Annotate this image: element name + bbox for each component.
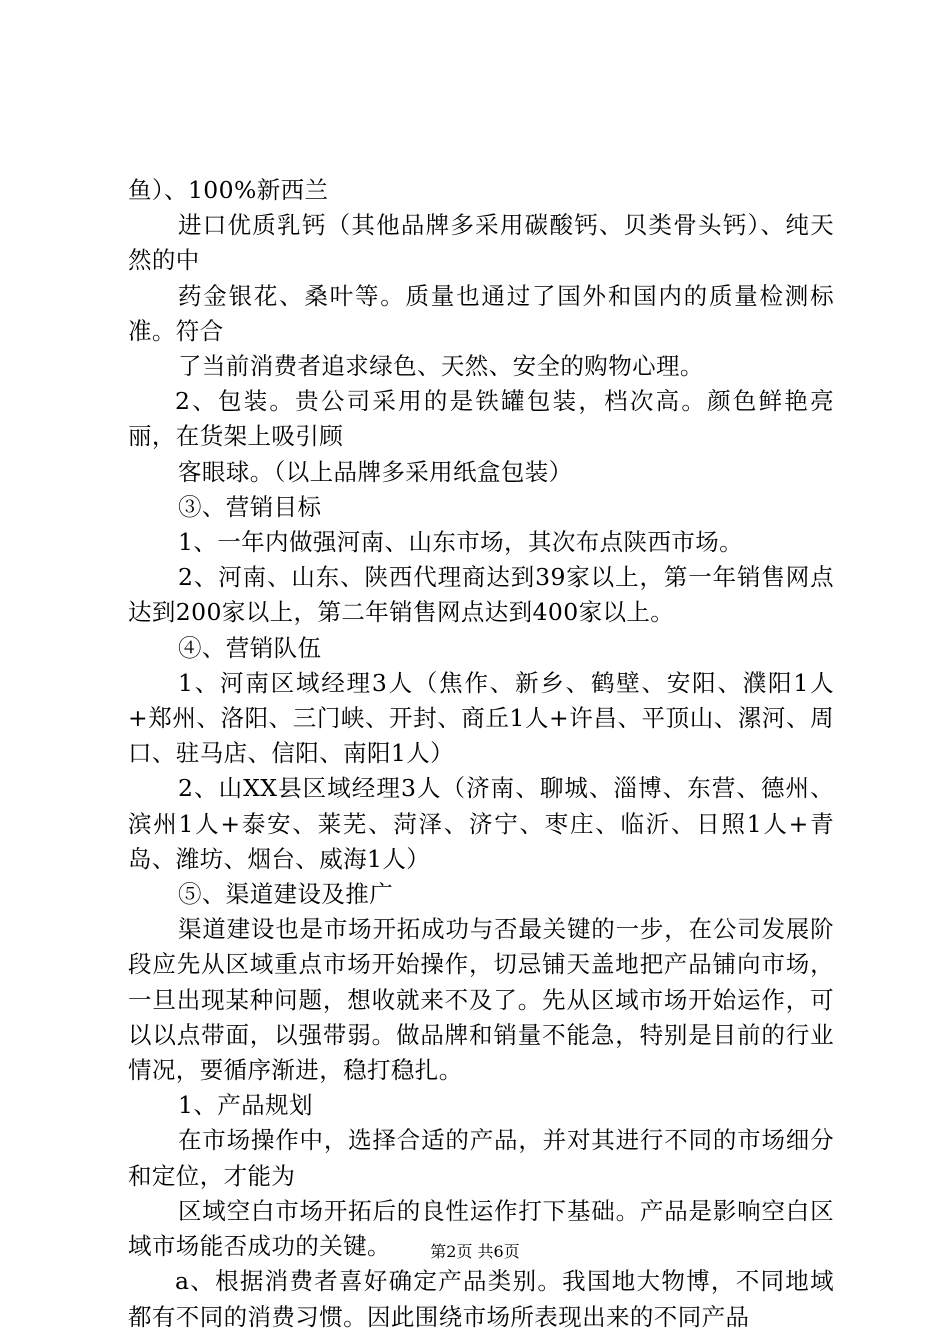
subsection-heading: 1、产品规划 <box>178 1091 313 1120</box>
section-heading: ③、营销目标 <box>178 492 322 521</box>
paragraph: 了当前消费者追求绿色、天然、安全的购物心理。 <box>178 352 704 381</box>
paragraph: 在市场操作中，选择合适的产品，并对其进行不同的市场细分和定位，才能为 <box>128 1126 834 1190</box>
paragraph: a、根据消费者喜好确定产品类别。我国地大物博，不同地域都有不同的消费习惯。因此围绕市场所表现出来的不同产品 <box>128 1267 834 1331</box>
section-heading: ④、营销队伍 <box>178 633 322 662</box>
paragraph: 进口优质乳钙（其他品牌多采用碳酸钙、贝类骨头钙）、纯天然的中 <box>128 211 834 275</box>
paragraph: 区域空白市场开拓后的良性运作打下基础。产品是影响空白区域市场能否成功的关键。 <box>128 1196 834 1261</box>
paragraph: 客眼球。（以上品牌多采用纸盒包装） <box>178 457 573 486</box>
paragraph: 1、一年内做强河南、山东市场，其次布点陕西市场。 <box>178 528 744 557</box>
section-heading: ⑤、渠道建设及推广 <box>178 880 394 909</box>
paragraph: 药金银花、桑叶等。质量也通过了国外和国内的质量检测标准。符合 <box>128 281 834 345</box>
paragraph: 2、河南、山东、陕西代理商达到39家以上，第一年销售网点达到200家以上，第二年销售网点达到400家以上。 <box>128 563 834 627</box>
document-body <box>128 173 834 1335</box>
paragraph: 鱼）、100%新西兰 <box>128 176 329 204</box>
paragraph: 2、包装。贵公司采用的是铁罐包装，档次高。颜色鲜艳亮丽，在货架上吸引顾 <box>128 387 834 451</box>
page-footer: 第2页 共6页 <box>430 1242 520 1261</box>
paragraph: 2、山XX县区域经理3人（济南、聊城、淄博、东营、德州、滨州1人+泰安、莱芜、菏泽、济宁、枣庄、临沂、日照1人+青岛、潍坊、烟台、威海1人） <box>128 774 834 873</box>
paragraph: 1、河南区域经理3人（焦作、新乡、鹤壁、安阳、濮阳1人+郑州、洛阳、三门峡、开封、商丘1人+许昌、平顶山、漯河、周口、驻马店、信阳、南阳1人） <box>128 668 834 768</box>
paragraph: 渠道建设也是市场开拓成功与否最关键的一步，在公司发展阶段应先从区域重点市场开始操作，切忌铺天盖地把产品铺向市场，一旦出现某种问题，想收就来不及了。先从区域市场开始运作，可以以点带面，以强带弱。做品牌和销量不能急，特别是目前的行业情况，要循序渐进，稳打稳扎。 <box>128 915 834 1085</box>
